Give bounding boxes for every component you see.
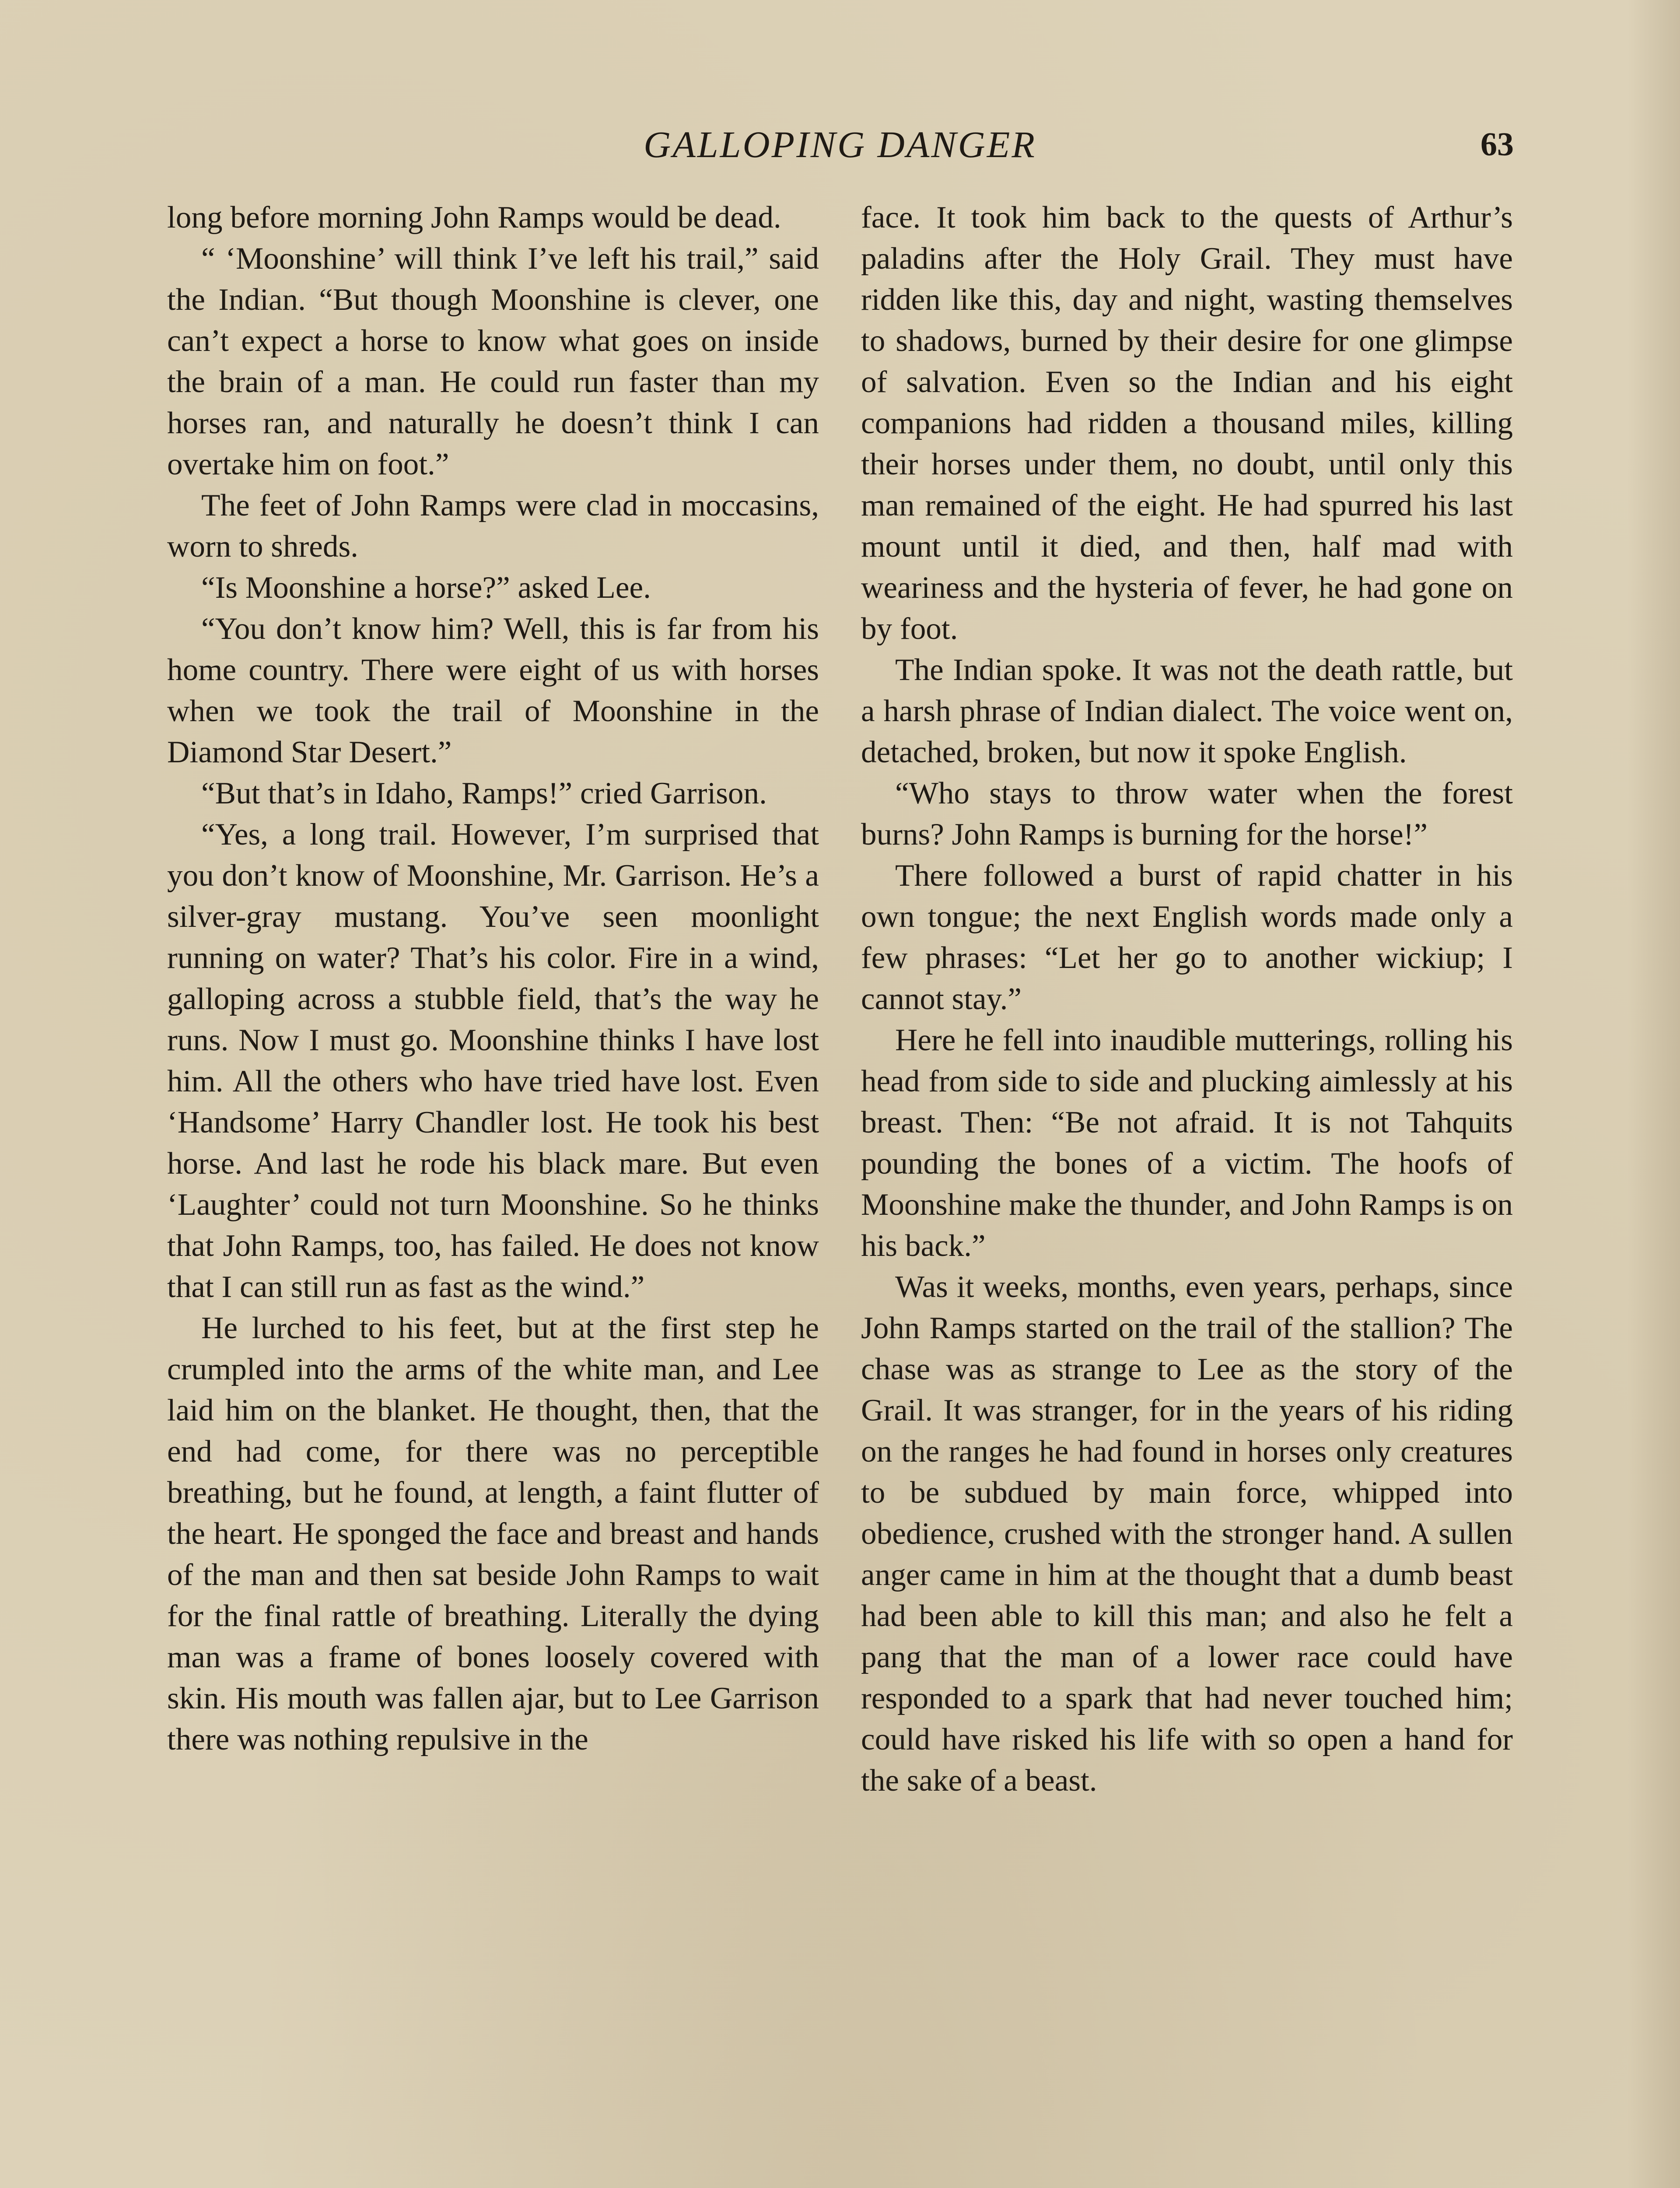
- paragraph: Was it weeks, months, even years, perhaps, since John Ramps started on the trail of the stallion? The chase was as strange to Lee as the story of the Grail. It was stranger, for in the years of his riding on the ranges he had found in horses only creatures to be subdued by main force, whipped into obedience, crushed with the stronger hand. A sullen anger came in him at the thought that a dumb beast had been able to kill this man; and also he felt a pang that the man of a lower race could have responded to a spark that had never touched him; could have risked his life with so open a hand for the sake of a beast.: [861, 1270, 1513, 1798]
- page-edge-shadow: [1628, 0, 1680, 2188]
- paragraph: “ ‘Moonshine’ will think I’ve left his trail,” said the Indian. “But though Moonshine is clever, one can’t expect a horse to know what goes on inside the brain of a man. He could run faster than my horses ran, and naturally he doesn’t think I can overtake him on foot.”: [167, 242, 819, 481]
- paragraph: “Is Moonshine a horse?” asked Lee.: [201, 571, 651, 605]
- paragraph: “Who stays to throw water when the forest burns? John Ramps is burning for the horse!”: [861, 776, 1513, 852]
- paragraph: The feet of John Ramps were clad in moccasins, worn to shreds.: [167, 488, 819, 564]
- paragraph: Here he fell into inaudible mutterings, rolling his head from side to side and plucking aimlessly at his breast. Then: “Be not afraid. It is not Tahquits pounding the bones of a victim. The hoofs of Moonshine make the thunder, and John Ramps is on his back.”: [861, 1023, 1513, 1263]
- page-header: [166, 118, 1514, 171]
- paragraph: “But that’s in Idaho, Ramps!” cried Garrison.: [201, 776, 767, 810]
- paragraph: The Indian spoke. It was not the death rattle, but a harsh phrase of Indian dialect. The voice went on, detached, broken, but now it spoke English.: [861, 653, 1513, 769]
- paragraph: He lurched to his feet, but at the first step he crumpled into the arms of the white man, and Lee laid him on the blanket. He thought, then, that the end had come, for there was no perceptible breathing, but he found, at length, a faint flutter of the heart. He sponged the face and breast and hands of the man and then sat beside John Ramps to wait for the final rattle of breathing. Literally the dying man was a frame of bones loosely covered with skin. His mouth was fallen ajar, but to Lee Garrison there was nothing repulsive in the: [167, 1311, 819, 1757]
- paragraph: There followed a burst of rapid chatter in his own tongue; the next English words made only a few phrases: “Let her go to another wickiup; I cannot stay.”: [861, 859, 1513, 1016]
- running-head: GALLOPING DANGER: [644, 123, 1036, 165]
- paragraph: “Yes, a long trail. However, I’m surprised that you don’t know of Moonshine, Mr. Garrison. He’s a silver-gray mustang. You’ve seen moonlight running on water? That’s his color. Fire in a wind, galloping across a stubble field, that’s the way he runs. Now I must go. Moonshine thinks I have lost him. All the others who have tried have lost. Even ‘Handsome’ Harry Chandler lost. He took his best horse. And last he rode his black mare. But even ‘Laughter’ could not turn Moonshine. So he thinks that John Ramps, too, has failed. He does not know that I can still run as fast as the wind.”: [167, 817, 819, 1304]
- page-number: 63: [1480, 126, 1514, 163]
- left-column: [167, 197, 819, 1760]
- paragraph: face. It took him back to the quests of Arthur’s paladins after the Holy Grail. They must have ridden like this, day and night, wasting themselves to shadows, burned by their desire for one glimpse of salvation. Even so the Indian and his eight companions had ridden a thousand miles, killing their horses under them, no doubt, until only this man remained of the eight. He had spurred his last mount until it died, and then, half mad with weariness and the hysteria of fever, he had gone on by foot.: [861, 200, 1513, 646]
- paragraph: “You don’t know him? Well, this is far from his home country. There were eight of us with horses when we took the trail of Moonshine in the Diamond Star Desert.”: [167, 612, 819, 769]
- right-column: [861, 197, 1513, 1801]
- paragraph: long before morning John Ramps would be dead.: [167, 200, 781, 235]
